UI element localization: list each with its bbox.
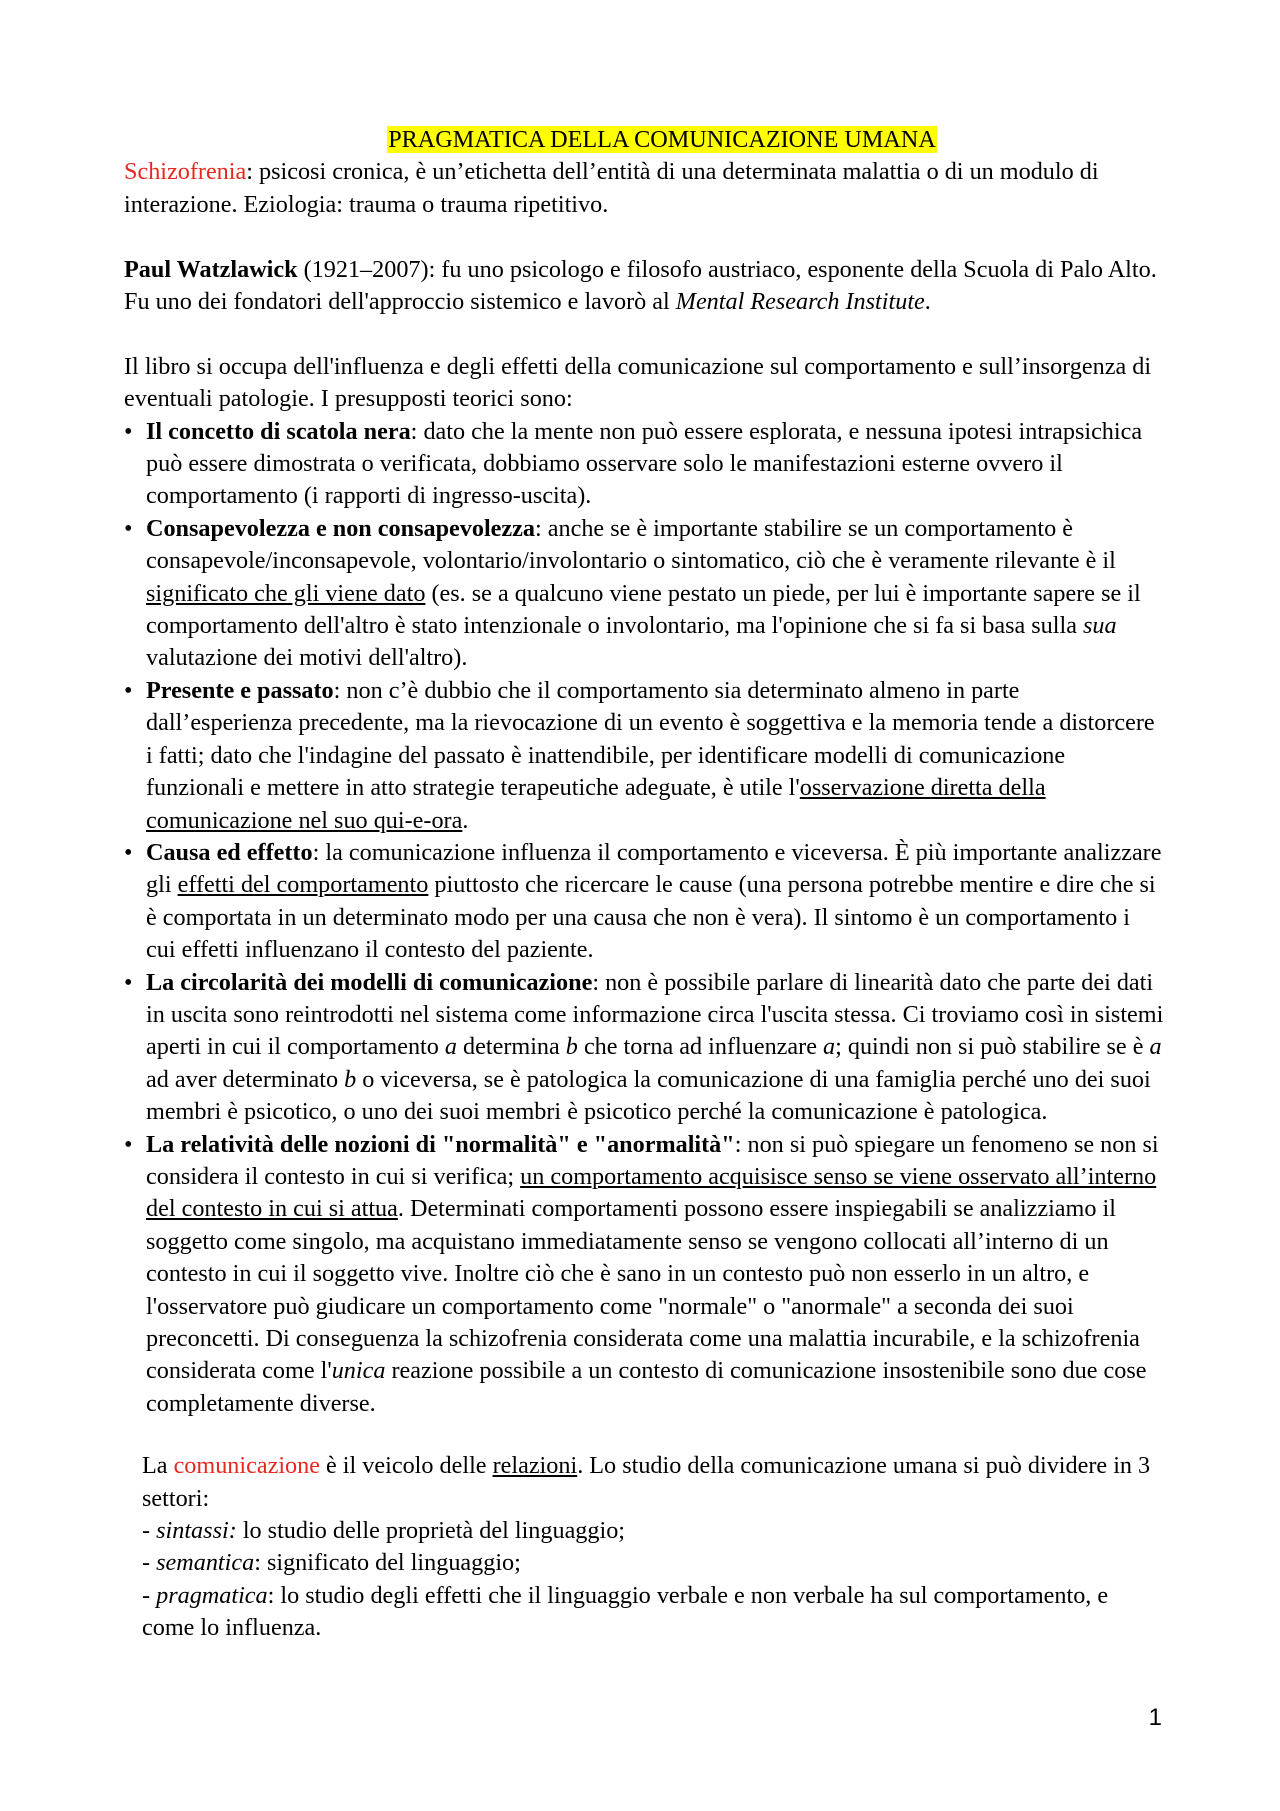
list-item-text: .: [462, 806, 469, 834]
author-bio: (1921–2007): fu uno psicologo e filosofo austriaco, esponente della Scuola di Palo Alto. Fu uno dei fondatori dell'approccio sistemico e lavorò al: [124, 255, 1157, 316]
text-run: è il veicolo delle: [319, 1452, 493, 1480]
variable-b: b: [344, 1065, 357, 1093]
list-item-text: ; quindi non si può stabilire se è: [835, 1033, 1150, 1061]
bullet-marker: •: [124, 1130, 133, 1158]
underlined-phrase: effetti del comportamento: [177, 871, 429, 899]
italic-word: unica: [331, 1357, 386, 1385]
sector-item: [142, 1580, 1164, 1645]
bullet-marker: •: [124, 676, 133, 704]
italic-word: sua: [1083, 612, 1117, 640]
list-item-heading: La relatività delle nozioni di "normalità" e "anormalità": [146, 1130, 735, 1158]
sector-dash: -: [142, 1517, 157, 1545]
list-item-heading: Il concetto di scatola nera: [146, 417, 411, 445]
sector-desc: lo studio delle proprietà del linguaggio;: [236, 1517, 626, 1545]
list-item-text: piuttosto che ricercare le cause (una persona potrebbe mentire e dire che si è comportata in un determinato modo per una causa che non è vera). Il sintomo è un comportamento i cui effetti influenzano il contesto del paziente.: [146, 871, 1156, 964]
list-item-text: : la comunicazione influenza il comportamento e viceversa. È più importante analizzare gli: [146, 838, 1162, 899]
list-item: [124, 675, 1164, 837]
list-item-text: ad aver determinato: [146, 1065, 345, 1093]
variable-b: b: [565, 1033, 578, 1061]
paragraph-watzlawick: [124, 254, 1164, 319]
author-bio-end: .: [924, 288, 931, 316]
sector-name: semantica: [156, 1549, 255, 1577]
sector-dash: -: [142, 1549, 157, 1577]
underlined-phrase: osservazione diretta della comunicazione nel suo qui-e-ora: [146, 774, 1046, 834]
bullet-marker: •: [124, 838, 133, 866]
list-item: [124, 837, 1164, 967]
list-item-text: valutazione dei motivi dell'altro).: [146, 644, 468, 672]
bullet-marker: •: [124, 514, 133, 542]
list-item-text: determina: [457, 1033, 566, 1061]
paragraph-intro: Il libro si occupa dell'influenza e degli effetti della comunicazione sul comportamento e sull’insorgenza di eventuali patologie. I presupposti teorici sono:: [124, 352, 1152, 413]
list-item-text: reazione possibile a un contesto di comunicazione insostenibile sono due cose completamente diverse.: [146, 1357, 1147, 1417]
list-item-text: : non si può spiegare un fenomeno se non si considera il contesto in cui si verifica;: [146, 1130, 1159, 1190]
term-relazioni: relazioni: [492, 1452, 578, 1480]
list-item: [124, 416, 1164, 513]
text-run: . Lo studio della comunicazione umana si può dividere in 3 settori:: [142, 1452, 1151, 1512]
paragraph-schizofrenia: [124, 156, 1164, 221]
term-schizofrenia: Schizofrenia: [124, 158, 247, 186]
list-item-text: (es. se a qualcuno viene pestato un piede, per lui è importante sapere se il comportamento dell'altro è stato intenzionale o involontario, ma l'opinione che si fa si basa sulla: [146, 579, 1141, 640]
paragraph-communication: [142, 1450, 1164, 1515]
list-item: [124, 1129, 1164, 1421]
variable-a: a: [823, 1033, 836, 1061]
sector-name: pragmatica: [156, 1581, 268, 1609]
term-comunicazione: comunicazione: [173, 1452, 320, 1480]
title-line: [124, 124, 1164, 156]
document-body: [124, 124, 1164, 1645]
list-item-heading: Consapevolezza e non consapevolezza: [146, 514, 535, 542]
list-item-text: . Determinati comportamenti possono essere inspiegabili se analizziamo il soggetto come singolo, ma acquistano immediatamente senso se vengono collocati all’interno di un contesto in cui il soggetto vive. Inoltre ciò che è sano in un contesto può non esserlo in un altro, e l'osservatore può giudicare un comportamento come "normale" o "anormale" a seconda dei suoi preconcetti. Di conseguenza la schizofrenia considerata come una malattia incurabile, e la schizofrenia considerata come l': [146, 1195, 1140, 1385]
schizofrenia-definition: : psicosi cronica, è un’etichetta dell’entità di una determinata malattia o di un modulo di interazione. Eziologia: trauma o trauma ripetitivo.: [124, 158, 1099, 218]
premises-list: [124, 416, 1164, 1421]
page-number: 1: [1148, 1704, 1162, 1731]
variable-a: a: [1149, 1033, 1162, 1061]
communication-section: [124, 1450, 1164, 1644]
list-item-heading: Causa ed effetto: [146, 838, 313, 866]
sector-item: [142, 1547, 1164, 1579]
list-item-text: : anche se è importante stabilire se un comportamento è consapevole/inconsapevole, volontario/involontario o sintomatico, ciò che è veramente rilevante è il: [146, 514, 1116, 575]
list-item: [124, 513, 1164, 675]
sector-desc: : lo studio degli effetti che il linguaggio verbale e non verbale ha sul comportamento, e come lo influenza.: [142, 1581, 1109, 1642]
institute-name: Mental Research Institute: [675, 288, 925, 316]
sector-item: [142, 1515, 1164, 1547]
list-item-text: : non c’è dubbio che il comportamento sia determinato almeno in parte dall’esperienza precedente, ma la rievocazione di un evento è soggettiva e la memoria tende a distorcere i fatti; dato che l'indagine del passato è inattendibile, per identificare modelli di comunicazione funzionali e mettere in atto strategie terapeutiche adeguate, è utile l': [146, 676, 1155, 802]
spacer: [124, 221, 1164, 253]
list-item-text: o viceversa, se è patologica la comunicazione di una famiglia perché uno dei suoi membri è psicotico, o uno dei suoi membri è psicotico perché la comunicazione è patologica.: [146, 1065, 1151, 1126]
underlined-phrase: un comportamento acquisisce senso se viene osservato all’interno del contesto in cui si attua: [146, 1162, 1157, 1223]
page-title: PRAGMATICA DELLA COMUNICAZIONE UMANA: [388, 126, 936, 153]
underlined-phrase: significato che gli viene dato: [146, 579, 426, 607]
spacer: [124, 318, 1164, 350]
list-item-heading: Presente e passato: [146, 676, 334, 704]
variable-a: a: [444, 1033, 457, 1061]
list-item-text: : non è possibile parlare di linearità dato che parte dei dati in uscita sono reintrodotti nel sistema come informazione circa l'uscita stessa. Ci troviamo così in sistemi aperti in cui il comportamento: [146, 968, 1164, 1061]
list-item-heading: La circolarità dei modelli di comunicazione: [146, 968, 593, 996]
sector-name: sintassi:: [156, 1517, 237, 1545]
text-run: La: [142, 1452, 174, 1480]
sector-dash: -: [142, 1581, 157, 1609]
sector-desc: : significato del linguaggio;: [254, 1549, 521, 1577]
bullet-marker: •: [124, 417, 133, 445]
list-item-text: che torna ad influenzare: [577, 1033, 823, 1061]
bullet-marker: •: [124, 968, 133, 996]
list-item: [124, 967, 1164, 1129]
author-name: Paul Watzlawick: [124, 255, 298, 283]
list-item-text: : dato che la mente non può essere esplorata, e nessuna ipotesi intrapsichica può essere dimostrata o verificata, dobbiamo osservare solo le manifestazioni esterne ovvero il comportamento (i rapporti di ingresso-uscita).: [146, 417, 1143, 510]
